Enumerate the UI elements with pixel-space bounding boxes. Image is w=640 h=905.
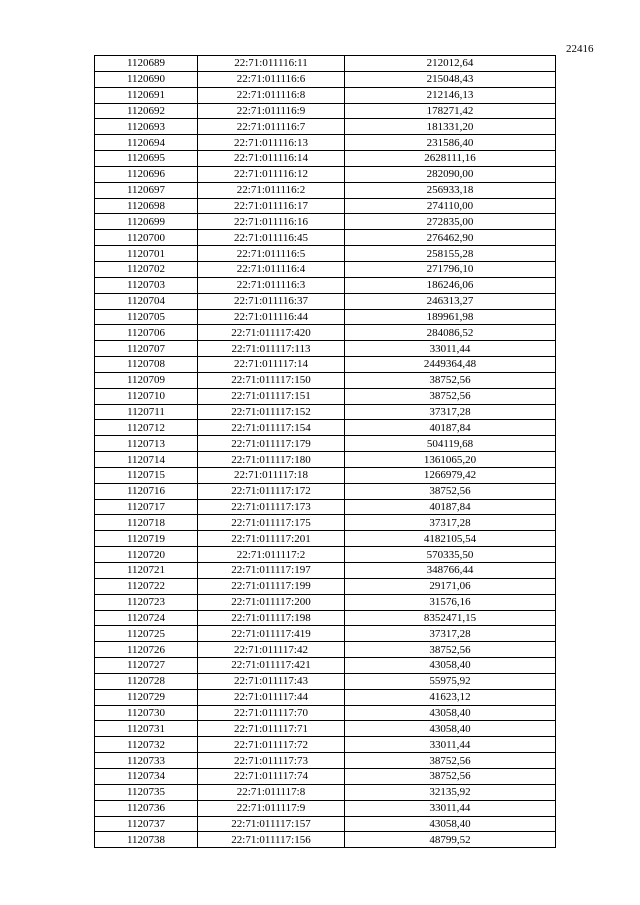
cadastral-value-table [94,55,556,848]
cadastral-number-cell: 22:71:011117:421 [198,658,345,674]
row-number-cell: 1120712 [95,420,198,436]
table-row [95,800,556,816]
row-number-cell: 1120708 [95,357,198,373]
cadastral-number-cell: 22:71:011117:180 [198,452,345,468]
table-row [95,404,556,420]
cadastral-number-cell: 22:71:011117:154 [198,420,345,436]
cadastral-number-cell: 22:71:011116:45 [198,230,345,246]
cadastral-number-cell: 22:71:011116:5 [198,246,345,262]
table-row [95,753,556,769]
row-number-cell: 1120705 [95,309,198,325]
cadastral-number-cell: 22:71:011116:11 [198,56,345,72]
row-number-cell: 1120736 [95,800,198,816]
table-row [95,103,556,119]
cadastral-number-cell: 22:71:011117:156 [198,832,345,848]
cadastral-value-cell: 37317,28 [345,404,556,420]
row-number-cell: 1120692 [95,103,198,119]
table-row [95,277,556,293]
cadastral-number-cell: 22:71:011117:113 [198,341,345,357]
row-number-cell: 1120706 [95,325,198,341]
cadastral-number-cell: 22:71:011116:6 [198,71,345,87]
table-row [95,151,556,167]
cadastral-number-cell: 22:71:011117:179 [198,436,345,452]
row-number-cell: 1120714 [95,452,198,468]
table-row [95,261,556,277]
row-number-cell: 1120703 [95,277,198,293]
table-row [95,230,556,246]
table-row [95,578,556,594]
cadastral-number-cell: 22:71:011116:3 [198,277,345,293]
row-number-cell: 1120737 [95,816,198,832]
table-row [95,293,556,309]
row-number-cell: 1120711 [95,404,198,420]
row-number-cell: 1120726 [95,642,198,658]
cadastral-value-cell: 2628111,16 [345,151,556,167]
cadastral-value-cell: 256933,18 [345,182,556,198]
table-row [95,198,556,214]
table-row [95,737,556,753]
cadastral-value-cell: 570335,50 [345,547,556,563]
cadastral-value-cell: 212146,13 [345,87,556,103]
cadastral-number-cell: 22:71:011117:200 [198,594,345,610]
cadastral-value-cell: 32135,92 [345,784,556,800]
cadastral-number-cell: 22:71:011117:9 [198,800,345,816]
cadastral-value-cell: 258155,28 [345,246,556,262]
row-number-cell: 1120732 [95,737,198,753]
cadastral-number-cell: 22:71:011117:70 [198,705,345,721]
cadastral-value-cell: 38752,56 [345,372,556,388]
table-row [95,71,556,87]
row-number-cell: 1120719 [95,531,198,547]
cadastral-value-cell: 29171,06 [345,578,556,594]
row-number-cell: 1120728 [95,673,198,689]
cadastral-number-cell: 22:71:011116:13 [198,135,345,151]
cadastral-value-cell: 38752,56 [345,388,556,404]
row-number-cell: 1120704 [95,293,198,309]
table-row [95,483,556,499]
cadastral-value-cell: 1361065,20 [345,452,556,468]
cadastral-number-cell: 22:71:011117:151 [198,388,345,404]
row-number-cell: 1120698 [95,198,198,214]
cadastral-value-cell: 348766,44 [345,563,556,579]
cadastral-number-cell: 22:71:011116:2 [198,182,345,198]
cadastral-number-cell: 22:71:011116:9 [198,103,345,119]
row-number-cell: 1120702 [95,261,198,277]
row-number-cell: 1120700 [95,230,198,246]
cadastral-value-cell: 31576,16 [345,594,556,610]
row-number-cell: 1120721 [95,563,198,579]
table-row [95,119,556,135]
row-number-cell: 1120723 [95,594,198,610]
row-number-cell: 1120693 [95,119,198,135]
cadastral-value-cell: 4182105,54 [345,531,556,547]
cadastral-value-cell: 43058,40 [345,705,556,721]
table-row [95,768,556,784]
cadastral-number-cell: 22:71:011116:14 [198,151,345,167]
row-number-cell: 1120724 [95,610,198,626]
cadastral-number-cell: 22:71:011117:42 [198,642,345,658]
row-number-cell: 1120717 [95,499,198,515]
cadastral-number-cell: 22:71:011117:73 [198,753,345,769]
cadastral-value-cell: 282090,00 [345,166,556,182]
cadastral-number-cell: 22:71:011117:43 [198,673,345,689]
row-number-cell: 1120715 [95,467,198,483]
cadastral-number-cell: 22:71:011116:17 [198,198,345,214]
cadastral-value-cell: 43058,40 [345,721,556,737]
table-row [95,784,556,800]
cadastral-number-cell: 22:71:011117:18 [198,467,345,483]
cadastral-value-cell: 43058,40 [345,816,556,832]
cadastral-value-cell: 38752,56 [345,483,556,499]
cadastral-number-cell: 22:71:011117:172 [198,483,345,499]
table-row [95,610,556,626]
row-number-cell: 1120701 [95,246,198,262]
row-number-cell: 1120699 [95,214,198,230]
cadastral-value-cell: 38752,56 [345,753,556,769]
row-number-cell: 1120716 [95,483,198,499]
row-number-cell: 1120707 [95,341,198,357]
table-row [95,689,556,705]
cadastral-number-cell: 22:71:011116:16 [198,214,345,230]
cadastral-number-cell: 22:71:011116:44 [198,309,345,325]
row-number-cell: 1120695 [95,151,198,167]
table-row [95,658,556,674]
cadastral-number-cell: 22:71:011117:72 [198,737,345,753]
cadastral-value-cell: 276462,90 [345,230,556,246]
cadastral-value-cell: 284086,52 [345,325,556,341]
cadastral-number-cell: 22:71:011117:152 [198,404,345,420]
table-row [95,531,556,547]
table-row [95,325,556,341]
cadastral-number-cell: 22:71:011117:157 [198,816,345,832]
table-row [95,499,556,515]
table-row [95,563,556,579]
cadastral-number-cell: 22:71:011117:71 [198,721,345,737]
page-number: 22416 [566,43,594,55]
row-number-cell: 1120734 [95,768,198,784]
table-row [95,467,556,483]
cadastral-value-cell: 38752,56 [345,768,556,784]
cadastral-number-cell: 22:71:011117:14 [198,357,345,373]
cadastral-value-cell: 272835,00 [345,214,556,230]
row-number-cell: 1120720 [95,547,198,563]
row-number-cell: 1120709 [95,372,198,388]
cadastral-number-cell: 22:71:011116:4 [198,261,345,277]
table-row [95,515,556,531]
table-row [95,135,556,151]
cadastral-value-cell: 215048,43 [345,71,556,87]
cadastral-value-cell: 271796,10 [345,261,556,277]
row-number-cell: 1120689 [95,56,198,72]
table-row [95,214,556,230]
table-row [95,626,556,642]
table-row [95,705,556,721]
cadastral-number-cell: 22:71:011117:198 [198,610,345,626]
row-number-cell: 1120731 [95,721,198,737]
cadastral-value-cell: 274110,00 [345,198,556,214]
cadastral-number-cell: 22:71:011116:37 [198,293,345,309]
cadastral-value-cell: 212012,64 [345,56,556,72]
cadastral-value-cell: 178271,42 [345,103,556,119]
cadastral-number-cell: 22:71:011116:12 [198,166,345,182]
table-row [95,642,556,658]
cadastral-value-cell: 38752,56 [345,642,556,658]
row-number-cell: 1120735 [95,784,198,800]
cadastral-number-cell: 22:71:011117:197 [198,563,345,579]
table-row [95,721,556,737]
row-number-cell: 1120710 [95,388,198,404]
cadastral-value-cell: 186246,06 [345,277,556,293]
table-row [95,309,556,325]
row-number-cell: 1120713 [95,436,198,452]
cadastral-value-cell: 33011,44 [345,800,556,816]
table-row [95,56,556,72]
table-row [95,420,556,436]
cadastral-value-cell: 48799,52 [345,832,556,848]
table-row [95,816,556,832]
table-row [95,547,556,563]
cadastral-number-cell: 22:71:011117:8 [198,784,345,800]
cadastral-value-cell: 189961,98 [345,309,556,325]
table-row [95,832,556,848]
row-number-cell: 1120697 [95,182,198,198]
table-row [95,436,556,452]
cadastral-number-cell: 22:71:011116:8 [198,87,345,103]
cadastral-value-cell: 2449364,48 [345,357,556,373]
cadastral-value-cell: 246313,27 [345,293,556,309]
cadastral-number-cell: 22:71:011117:74 [198,768,345,784]
cadastral-number-cell: 22:71:011117:2 [198,547,345,563]
cadastral-value-cell: 40187,84 [345,499,556,515]
row-number-cell: 1120738 [95,832,198,848]
table-row [95,388,556,404]
row-number-cell: 1120733 [95,753,198,769]
cadastral-value-cell: 33011,44 [345,737,556,753]
cadastral-value-cell: 43058,40 [345,658,556,674]
row-number-cell: 1120722 [95,578,198,594]
table-row [95,452,556,468]
cadastral-value-cell: 1266979,42 [345,467,556,483]
table-row [95,246,556,262]
cadastral-number-cell: 22:71:011117:150 [198,372,345,388]
cadastral-value-cell: 55975,92 [345,673,556,689]
table-row [95,341,556,357]
cadastral-value-cell: 231586,40 [345,135,556,151]
row-number-cell: 1120694 [95,135,198,151]
cadastral-number-cell: 22:71:011116:7 [198,119,345,135]
cadastral-value-cell: 8352471,15 [345,610,556,626]
cadastral-number-cell: 22:71:011117:419 [198,626,345,642]
row-number-cell: 1120696 [95,166,198,182]
table-row [95,166,556,182]
cadastral-number-cell: 22:71:011117:199 [198,578,345,594]
cadastral-number-cell: 22:71:011117:175 [198,515,345,531]
cadastral-number-cell: 22:71:011117:420 [198,325,345,341]
cadastral-value-cell: 37317,28 [345,515,556,531]
row-number-cell: 1120730 [95,705,198,721]
cadastral-value-cell: 181331,20 [345,119,556,135]
table-row [95,594,556,610]
cadastral-number-cell: 22:71:011117:173 [198,499,345,515]
row-number-cell: 1120729 [95,689,198,705]
cadastral-number-cell: 22:71:011117:201 [198,531,345,547]
table-row [95,87,556,103]
table-row [95,357,556,373]
cadastral-value-cell: 33011,44 [345,341,556,357]
table-body [95,56,556,848]
cadastral-value-cell: 40187,84 [345,420,556,436]
cadastral-value-cell: 504119,68 [345,436,556,452]
cadastral-value-cell: 37317,28 [345,626,556,642]
cadastral-value-cell: 41623,12 [345,689,556,705]
table-row [95,182,556,198]
row-number-cell: 1120690 [95,71,198,87]
row-number-cell: 1120691 [95,87,198,103]
cadastral-number-cell: 22:71:011117:44 [198,689,345,705]
row-number-cell: 1120725 [95,626,198,642]
row-number-cell: 1120727 [95,658,198,674]
table-row [95,372,556,388]
table-row [95,673,556,689]
row-number-cell: 1120718 [95,515,198,531]
